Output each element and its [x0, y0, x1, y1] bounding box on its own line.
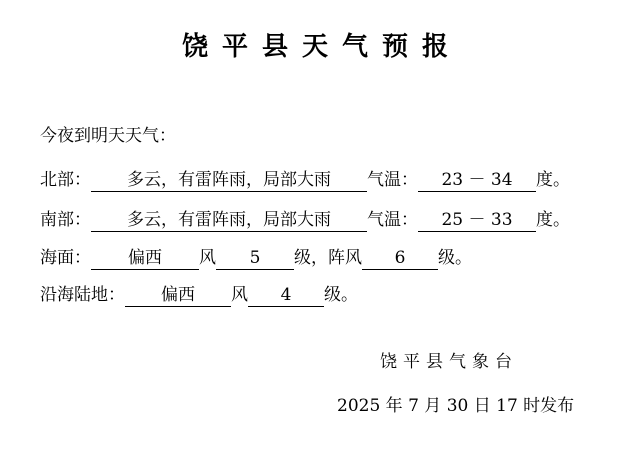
sea-gust-field: 6: [362, 247, 438, 270]
north-temp-unit: 度。: [536, 170, 570, 190]
south-weather-field: [91, 209, 367, 232]
forecast-intro: 今夜到明天天气：: [40, 126, 176, 146]
north-weather-value: 多云，有雷阵雨，局部大雨: [127, 170, 331, 190]
sea-direction-field: 偏西: [91, 247, 199, 270]
sea-speed-field: 5: [216, 247, 294, 270]
issued-time: 2025 年 7 月 30 日 17 时发布: [337, 396, 575, 416]
coast-direction-field: 偏西: [125, 284, 231, 307]
north-temp-field: [418, 169, 536, 192]
page-title: 饶平县天气预报: [181, 32, 462, 62]
north-temp-label: 气温：: [367, 170, 418, 190]
sea-label: 海面：: [40, 248, 91, 268]
north-forecast-row: [40, 168, 570, 192]
coast-forecast-row: [40, 283, 358, 307]
south-label: 南部：: [40, 210, 91, 230]
coast-wind-word: 风: [231, 285, 248, 305]
south-temp-label: 气温：: [367, 210, 418, 230]
sea-level-word: 级，阵风: [294, 248, 362, 268]
coast-label: 沿海陆地：: [40, 285, 125, 305]
coast-speed-field: 4: [248, 284, 324, 307]
south-temp-value: 25 － 33: [441, 210, 513, 230]
north-weather-field: [91, 169, 367, 192]
north-label: 北部：: [40, 170, 91, 190]
sea-forecast-row: [40, 246, 472, 270]
coast-end: 级。: [324, 285, 358, 305]
issuer-name: 饶平县气象台: [380, 352, 518, 372]
sea-wind-word: 风: [199, 248, 216, 268]
north-temp-value: 23 － 34: [441, 170, 513, 190]
sea-end: 级。: [438, 248, 472, 268]
south-weather-value: 多云，有雷阵雨，局部大雨: [127, 210, 331, 230]
south-forecast-row: [40, 208, 570, 232]
south-temp-unit: 度。: [536, 210, 570, 230]
south-temp-field: [418, 209, 536, 232]
